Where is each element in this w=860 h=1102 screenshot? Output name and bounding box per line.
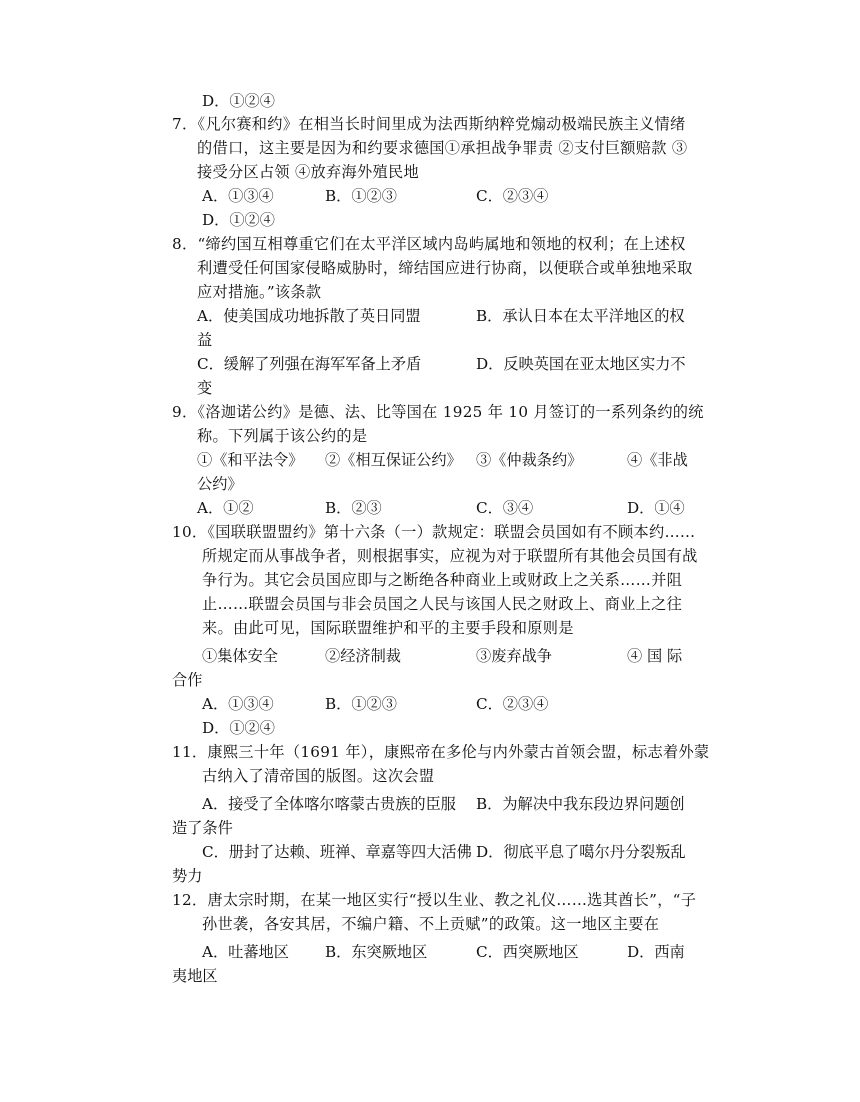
- option-a-continued: 益: [197, 331, 213, 349]
- option-d: D．①②④: [202, 211, 275, 229]
- option-b: B．承认日本在太平洋地区的权: [476, 307, 685, 325]
- question-10-line: 止……联盟会员国与非会员国之人民与该国人民之财政上、商业上之往: [202, 595, 683, 613]
- question-9-line: 9．《洛迦诺公约》是德、法、比等国在 1925 年 10 月签订的一系列条约的统: [172, 403, 704, 421]
- option-b: B．东突厥地区: [325, 943, 428, 961]
- option-c-continued: 变: [197, 379, 213, 397]
- question-11-line: 11．康熙三十年（1691 年），康熙帝在多伦与内外蒙古首领会盟，标志着外蒙: [172, 743, 710, 761]
- option-d: D．彻底平息了噶尔丹分裂叛乱: [476, 843, 686, 861]
- option-c: C．缓解了列强在海军军备上矛盾: [197, 355, 422, 373]
- option-a: A．①③④: [202, 695, 274, 713]
- question-7-line: 接受分区占领 ④放弃海外殖民地: [197, 163, 419, 181]
- option-c: C．西突厥地区: [476, 943, 579, 961]
- option-c: C．②③④: [476, 187, 549, 205]
- option-d: D．①④: [627, 499, 685, 517]
- choice-item-2: ②经济制裁: [325, 647, 401, 665]
- option-a: A．①③④: [202, 187, 274, 205]
- question-7-line: 7．《凡尔赛和约》在相当长时间里成为法西斯纳粹党煽动极端民族主义情绪: [172, 115, 686, 133]
- option-b: B．②③: [325, 499, 382, 517]
- question-7-line: 的借口，这主要是因为和约要求德国①承担战争罪责 ②支付巨额赔款 ③: [197, 139, 688, 157]
- question-8-line: 应对措施。”该条款: [197, 283, 322, 301]
- option-a: A．吐蕃地区: [202, 943, 289, 961]
- question-10-line: 10．《国联联盟盟约》第十六条（一）款规定：联盟会员国如有不顾本约……: [172, 523, 696, 541]
- option-d: D．反映英国在亚太地区实力不: [476, 355, 686, 373]
- choice-item-4-continued: 公约》: [197, 475, 243, 493]
- option-a: A．使美国成功地拆散了英日同盟: [197, 307, 421, 325]
- question-12-line: 孙世袭，各安其居，不编户籍、不上贡赋”的政策。这一地区主要在: [202, 915, 660, 933]
- option-d-continued: 夷地区: [172, 967, 218, 985]
- choice-item-2: ②《相互保证公约》: [325, 451, 462, 469]
- question-8-line: 利遭受任何国家侵略威胁时，缔结国应进行协商，以便联合或单独地采取: [197, 259, 693, 277]
- question-10-line: 来。由此可见，国际联盟维护和平的主要手段和原则是: [202, 619, 574, 637]
- option-c: C．②③④: [476, 695, 549, 713]
- question-8-line: 8．“缔约国互相尊重它们在太平洋区域内岛屿属地和领地的权利；在上述权: [172, 235, 686, 253]
- prev-option-d: D．①②④: [202, 92, 275, 110]
- choice-item-3: ③《仲裁条约》: [476, 451, 583, 469]
- question-9-line: 称。下列属于该公约的是: [197, 427, 368, 445]
- option-c: C．册封了达赖、班禅、章嘉等四大活佛: [202, 843, 472, 861]
- option-c: C．③④: [476, 499, 534, 517]
- question-10-line: 所规定而从事战争者，则根据事实，应视为对于联盟所有其他会员国有战: [202, 547, 698, 565]
- option-b: B．①②③: [325, 695, 397, 713]
- option-b: B．为解决中我东段边界问题创: [476, 795, 685, 813]
- question-11-line: 古纳入了清帝国的版图。这次会盟: [202, 767, 435, 785]
- question-12-line: 12．唐太宗时期，在某一地区实行“授以生业、教之礼仪……选其酋长”，“子: [172, 891, 697, 909]
- choice-item-4: ④《非战: [627, 451, 688, 469]
- option-a: A．①②: [197, 499, 254, 517]
- option-b-continued: 造了条件: [172, 819, 233, 837]
- choice-item-4: ④ 国 际: [627, 647, 683, 665]
- option-d-continued: 势力: [172, 867, 203, 885]
- choice-item-3: ③废弃战争: [476, 647, 552, 665]
- choice-item-4-continued: 合作: [172, 671, 203, 689]
- question-10-line: 争行为。其它会员国应即与之断绝各种商业上或财政上之关系……并阻: [202, 571, 683, 589]
- option-d: D．西南: [627, 943, 685, 961]
- choice-item-1: ①《和平法令》: [197, 451, 304, 469]
- choice-item-1: ①集体安全: [202, 647, 278, 665]
- option-d: D．①②④: [202, 719, 275, 737]
- option-b: B．①②③: [325, 187, 397, 205]
- option-a: A．接受了全体喀尔喀蒙古贵族的臣服: [202, 795, 456, 813]
